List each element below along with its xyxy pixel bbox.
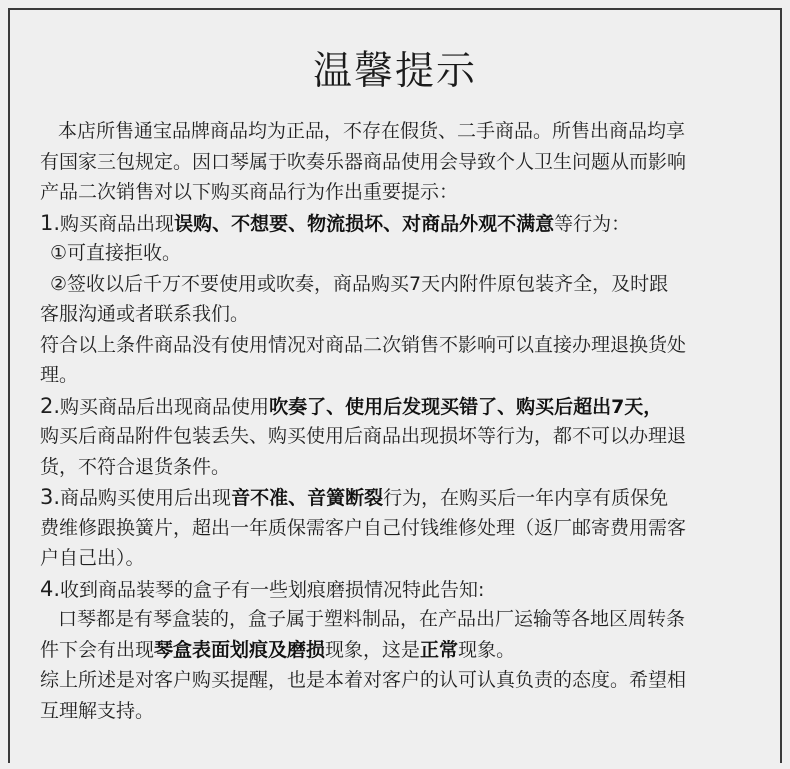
notice-line [40,604,770,635]
notice-line [40,452,770,483]
bold-text: 误购、不想要、物流损坏、对商品外观不满意 [174,212,555,235]
notice-line [40,543,770,574]
text-span: 商品购买使用后出现 [60,487,232,509]
notice-line [40,421,770,452]
notice-line [40,147,770,178]
text-span: 货，不符合退货条件。 [40,455,231,478]
text-span: 购买商品后出现商品使用 [60,395,270,418]
text-span: 本店所售通宝品牌商品均为正品，不存在假货、二手商品。所售出商品均享 [58,120,686,142]
text-span: ②签收以后千万不要使用或吹奏，商品购买7天内附件原包装齐全，及时跟 [50,272,669,295]
bold-text: 正常 [420,638,459,661]
text-span: 理。 [40,364,79,386]
notice-line [40,391,770,422]
text-span: 客服沟通或者联系我们。 [40,303,250,325]
text-span: 综上所述是对客户购买提醒，也是本着对客户的认可认真负责的态度。希望相 [40,669,687,691]
text-span: 户自己出）。 [40,547,145,569]
text-span: 等行为： [554,212,631,235]
notice-line [40,177,770,208]
text-span: 收到商品装琴的盒子有一些划痕磨损情况特此告知: [60,578,485,601]
text-span: 现象。 [458,638,516,661]
text-span: ①可直接拒收。 [50,242,182,264]
bold-text: 吹奏了、使用后发现买错了、购买后超出7天， [269,395,663,418]
text-span: 件下会有出现 [40,638,155,661]
text-span: 行为，在购买后一年内享有质保免 [383,487,669,509]
text-span: 符合以上条件商品没有使用情况对商品二次销售不影响可以直接办理退换货处 [40,333,687,356]
item-number: 1. [40,210,61,235]
page-title: 温馨提示 [312,49,477,94]
bold-text: 琴盒表面划痕及磨损 [154,638,326,661]
text-span: 现象，这是 [325,638,421,661]
notice-line [40,238,770,269]
bold-text: 音不准、音簧断裂 [231,487,384,509]
item-number: 4. [40,576,61,601]
notice-line [40,696,770,727]
text-span: 有国家三包规定。因口琴属于吹奏乐器商品使用会导致个人卫生问题从而影响 [40,150,687,173]
notice-line [40,269,770,300]
notice-line [40,116,770,147]
item-number: 2. [40,393,61,418]
notice-line [40,513,770,544]
notice-line [40,574,770,605]
notice-line [40,330,770,361]
notice-line [40,208,770,239]
notice-line [40,665,770,696]
item-number: 3. [40,485,61,509]
notice-line [40,482,770,513]
notice-line [40,635,770,666]
notice-body [40,116,770,726]
text-span: 购买后商品附件包装丢失、购买使用后商品出现损坏等行为，都不可以办理退 [40,425,687,447]
text-span: 产品二次销售对以下购买商品行为作出重要提示： [40,181,459,203]
text-span: 费维修跟换簧片，超出一年质保需客户自己付钱维修处理（返厂邮寄费用需客 [40,516,687,539]
text-span: 口琴都是有琴盒装的，盒子属于塑料制品，在产品出厂运输等各地区周转条 [58,608,686,630]
notice-line [40,299,770,330]
text-span: 互理解支持。 [40,699,155,722]
notice-line [40,360,770,391]
text-span: 购买商品出现 [60,212,175,235]
